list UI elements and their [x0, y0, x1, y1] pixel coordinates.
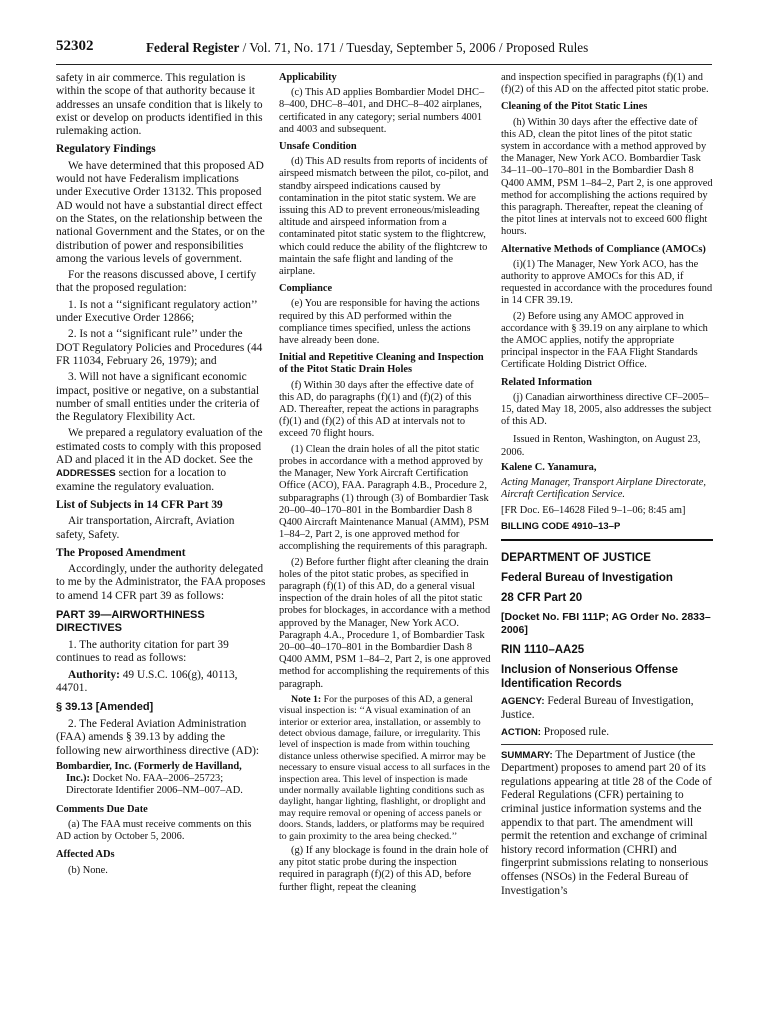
- paragraph: 2. The Federal Aviation Administration (FAA) amends § 39.13 by adding the following new airworthiness directive (AD):: [56, 718, 260, 757]
- signer-name: Kalene C. Yanamura,: [501, 461, 597, 473]
- addresses-label: ADDRESSES: [56, 468, 116, 480]
- summary-text: The Department of Justice (the Department) proposes to amend part 20 of its regulations appearing at title 28 of the Code of Federal Regulations (CFR) pertaining to criminal justice information systems and the appendix to that part. The amendment will permit the retention and exchange of criminal history record information (CHRI) and fingerprint submissions relating to nonserious offenses (NSOs) in the Federal Bureau of Investigation’s: [501, 748, 712, 897]
- summary-paragraph: [501, 749, 713, 899]
- page-header: [56, 38, 724, 60]
- heading-department-of-justice: DEPARTMENT OF JUSTICE: [501, 551, 651, 564]
- volume-info: / Vol. 71, No. 171 / Tuesday, September 5, 2006 / Proposed Rules: [239, 40, 589, 55]
- fr-doc-line: [FR Doc. E6–14628 Filed 9–1–06; 8:45 am]: [501, 504, 686, 516]
- paragraph: (a) The FAA must receive comments on this AD action by October 5, 2006.: [56, 818, 252, 843]
- heading-amocs: Alternative Methods of Compliance (AMOCs): [501, 243, 706, 255]
- authority-line: [56, 669, 266, 696]
- note-label: Note 1:: [291, 693, 322, 705]
- heading-applicability: Applicability: [279, 72, 337, 83]
- paragraph: Accordingly, under the authority delegated to me by the Administrator, the FAA proposes to amend 14 CFR part 39 as follows:: [56, 563, 266, 602]
- list-item: 1. Is not a ‘‘significant regulatory action’’ under Executive Order 12866;: [56, 298, 257, 325]
- column-3: [501, 72, 713, 972]
- paragraph: (2) Before using any AMOC approved in accordance with § 39.19 on any airplane to which the AMOC applies, notify the appropriate principal inspector in the FAA Flight Standards Certificate Holding District Office.: [501, 310, 708, 371]
- authority-text: 49 U.S.C. 106(g), 40113, 44701.: [56, 668, 238, 694]
- heading-list-of-subjects: List of Subjects in 14 CFR Part 39: [56, 498, 223, 511]
- summary-label: SUMMARY:: [501, 749, 553, 761]
- issued-line: Issued in Renton, Washington, on August 23, 2006.: [501, 434, 701, 458]
- heading-comments-due-date: Comments Due Date: [56, 803, 148, 815]
- heading-fbi: Federal Bureau of Investigation: [501, 571, 673, 584]
- signer-title: Acting Manager, Transport Airplane Directorate, Aircraft Certification Service.: [501, 477, 706, 501]
- header-rule: [56, 64, 712, 65]
- agency-label: AGENCY:: [501, 695, 545, 707]
- heading-compliance: Compliance: [279, 283, 333, 295]
- paragraph: (i)(1) The Manager, New York ACO, has the authority to approve AMOCs for this AD, if requested in accordance with the procedures found in 14 CFR 39.19.: [501, 258, 713, 307]
- paragraph: (b) None.: [68, 864, 108, 876]
- paragraph: (e) You are responsible for having the actions required by this AD performed within the compliance times specified, unless the actions have already been done.: [279, 298, 480, 347]
- heading-docket-number: [Docket No. FBI 111P; AG Order No. 2833–2006]: [501, 610, 711, 636]
- billing-code: BILLING CODE 4910–13–P: [501, 520, 621, 532]
- summary-rule: [501, 744, 713, 745]
- heading-rule-title: Inclusion of Nonserious Offense Identification Records: [501, 663, 678, 690]
- paragraph: Air transportation, Aircraft, Aviation safety, Safety.: [56, 515, 235, 541]
- paragraph: 1. The authority citation for part 39 continues to read as follows:: [56, 638, 229, 665]
- note-text: For the purposes of this AD, a general visual inspection is: ‘‘A visual examination of an interior or exterior area, installation, or assembly to detect obvious damage, failure, or irregularity. This level of inspection is made from within touching distance unless otherwise specified. A mirror may be necessary to ensure visual access to all surfaces in the inspection area. This level of inspection is made under normally available lighting conditions such as daylight, hangar lighting, flashlight, or droplight and may require removal or opening of access panels or doors. Stands, ladders, or platforms may be required to gain proximity to the area being checked.’’: [279, 693, 490, 842]
- ad-identifier: [56, 761, 266, 798]
- list-item: 3. Will not have a significant economic impact, positive or negative, on a substantial number of small entities under the criteria of the Regulatory Flexibility Act.: [56, 371, 260, 424]
- paragraph: (c) This AD applies Bombardier Model DHC–8–400, DHC–8–401, and DHC–8–402 airplanes, certificated in any category; serial numbers 4001 and 4003 and subsequent.: [279, 87, 485, 135]
- heading-proposed-amendment: The Proposed Amendment: [56, 546, 186, 559]
- column-1: [56, 72, 266, 972]
- page-number: 52302: [56, 38, 94, 54]
- publication-name: Federal Register: [146, 40, 240, 55]
- paragraph: safety in air commerce. This regulation is within the scope of that authority because it addresses an unsafe condition that is likely to exist or develop on products identified in this rulemaking action.: [56, 72, 263, 138]
- heading-rin: RIN 1110–AA25: [501, 643, 585, 656]
- heading-cleaning-pitot-lines: Cleaning of the Pitot Static Lines: [501, 101, 648, 113]
- action-text: Proposed rule.: [540, 726, 610, 739]
- text-run: We prepared a regulatory evaluation of the estimated costs to comply with this proposed AD and placed it in the AD docket. See the: [56, 427, 263, 467]
- paragraph: (f) Within 30 days after the effective date of this AD, do paragraphs (f)(1) and (f)(2) of this AD. Thereafter, repeat the actions in paragraphs (f)(1) and (f)(2) of this AD at intervals not to exceed 70 flight hours.: [279, 379, 479, 440]
- heading-affected-ads: Affected ADs: [56, 849, 115, 861]
- text-run: section for a location to examine the regulatory evaluation.: [56, 467, 227, 493]
- column-2: [279, 72, 491, 972]
- paragraph: [56, 427, 266, 493]
- paragraph: For the reasons discussed above, I certify that the proposed regulation:: [56, 269, 257, 295]
- paragraph: (1) Clean the drain holes of all the pitot static probes in accordance with a method approved by the Manager, New York Aircraft Certification Office (ACO), FAA. Paragraph 4.B., Procedure 2, subparagraphs (1) through (3) of Bombardier Task 20–00–40–170–801 in the Bombardier Dash 8 Q400 Aircraft Maintenance Manual (AMM), PSM 1–84–2, Part 2, is one approved method for accomplishing the requirements of this paragraph.: [279, 443, 490, 553]
- heading-cfr-part: 28 CFR Part 20: [501, 591, 583, 604]
- paragraph: We have determined that this proposed AD would not have Federalism implications under Executive Order 13132. This proposed AD would not have a substantial direct effect on the States, on the relationship between the national Government and the States, or on the distribution of power and responsibilities among the various levels of government.: [56, 159, 265, 265]
- paragraph: (2) Before further flight after cleaning the drain holes of the pitot static probes, as specified in paragraph (f)(1) of this AD, do a general visual inspection of the drain holes of all the pitot static probes for blockages, in accordance with a method approved by the Manager, New York ACO. Paragraph 4.A., Procedure 1, of Bombardier Task 20–00–40–170–801 in the Bombardier Dash 8 Q400 AMM, PSM 1–84–2, Part 2, is one approved method for accomplishing the requirements of this paragraph.: [279, 556, 491, 690]
- heading-section-39-13: § 39.13 [Amended]: [56, 701, 154, 714]
- paragraph: and inspection specified in paragraphs (f)(1) and (f)(2) of this AD on the affected pitot static probe.: [501, 72, 709, 96]
- agency-text: Federal Bureau of Investigation, Justice.: [501, 694, 694, 721]
- paragraph: (h) Within 30 days after the effective date of this AD, clean the pitot lines of the pitot static system in accordance with a method approved by the Manager, New York ACO. Bombardier Task 34–11–00–170–801 in the Bombardier Dash 8 Q400 AMM, PSM 1–84–2, Part 2, is one approved method for accomplishing the actions required by this paragraph. Thereafter, repeat the cleaning of the pitot lines at intervals not to exceed 600 flight hours.: [501, 116, 713, 238]
- action-label: ACTION:: [501, 727, 541, 739]
- heading-related-information: Related Information: [501, 376, 592, 388]
- paragraph: (g) If any blockage is found in the drain hole of any pitot static probe during the inspection required in paragraph (f)(2) of this AD, before further flight, repeat the cleaning: [279, 845, 489, 893]
- list-item: 2. Is not a ‘‘significant rule’’ under the DOT Regulatory Policies and Procedures (44 FR 11034, February 26, 1979); and: [56, 328, 263, 367]
- heading-initial-repetitive-cleaning: Initial and Repetitive Cleaning and Inspection of the Pitot Static Drain Holes: [279, 352, 484, 376]
- bombardier-label: Bombardier, Inc. (Formerly de Havilland, Inc.):: [56, 761, 242, 785]
- note-paragraph: [279, 694, 491, 842]
- docket-text: Docket No. FAA–2006–25723; Directorate Identifier 2006–NM–007–AD.: [66, 773, 243, 797]
- heading-unsafe-condition: Unsafe Condition: [279, 141, 357, 153]
- agency-line: [501, 695, 713, 722]
- header-title: [146, 40, 588, 56]
- heading-part-39: PART 39—AIRWORTHINESS DIRECTIVES: [56, 608, 205, 634]
- heading-regulatory-findings: Regulatory Findings: [56, 143, 156, 156]
- section-divider: [501, 539, 713, 541]
- paragraph: (d) This AD results from reports of incidents of airspeed mismatch between the pilot, co-pilot, and standby airspeed indications caused by contamination in the pitot static system. We are issuing this AD to prevent erroneous/misleading altitude and airspeed information from a contaminated pitot static system to the flightcrew, which could reduce the ability of the flightcrew to maintain the safe flight and landing of the airplane.: [279, 156, 489, 278]
- authority-label: Authority:: [68, 668, 120, 681]
- paragraph: (j) Canadian airworthiness directive CF–2005–15, dated May 18, 2005, also addresses the subject of this AD.: [501, 391, 712, 428]
- action-line: [501, 726, 713, 740]
